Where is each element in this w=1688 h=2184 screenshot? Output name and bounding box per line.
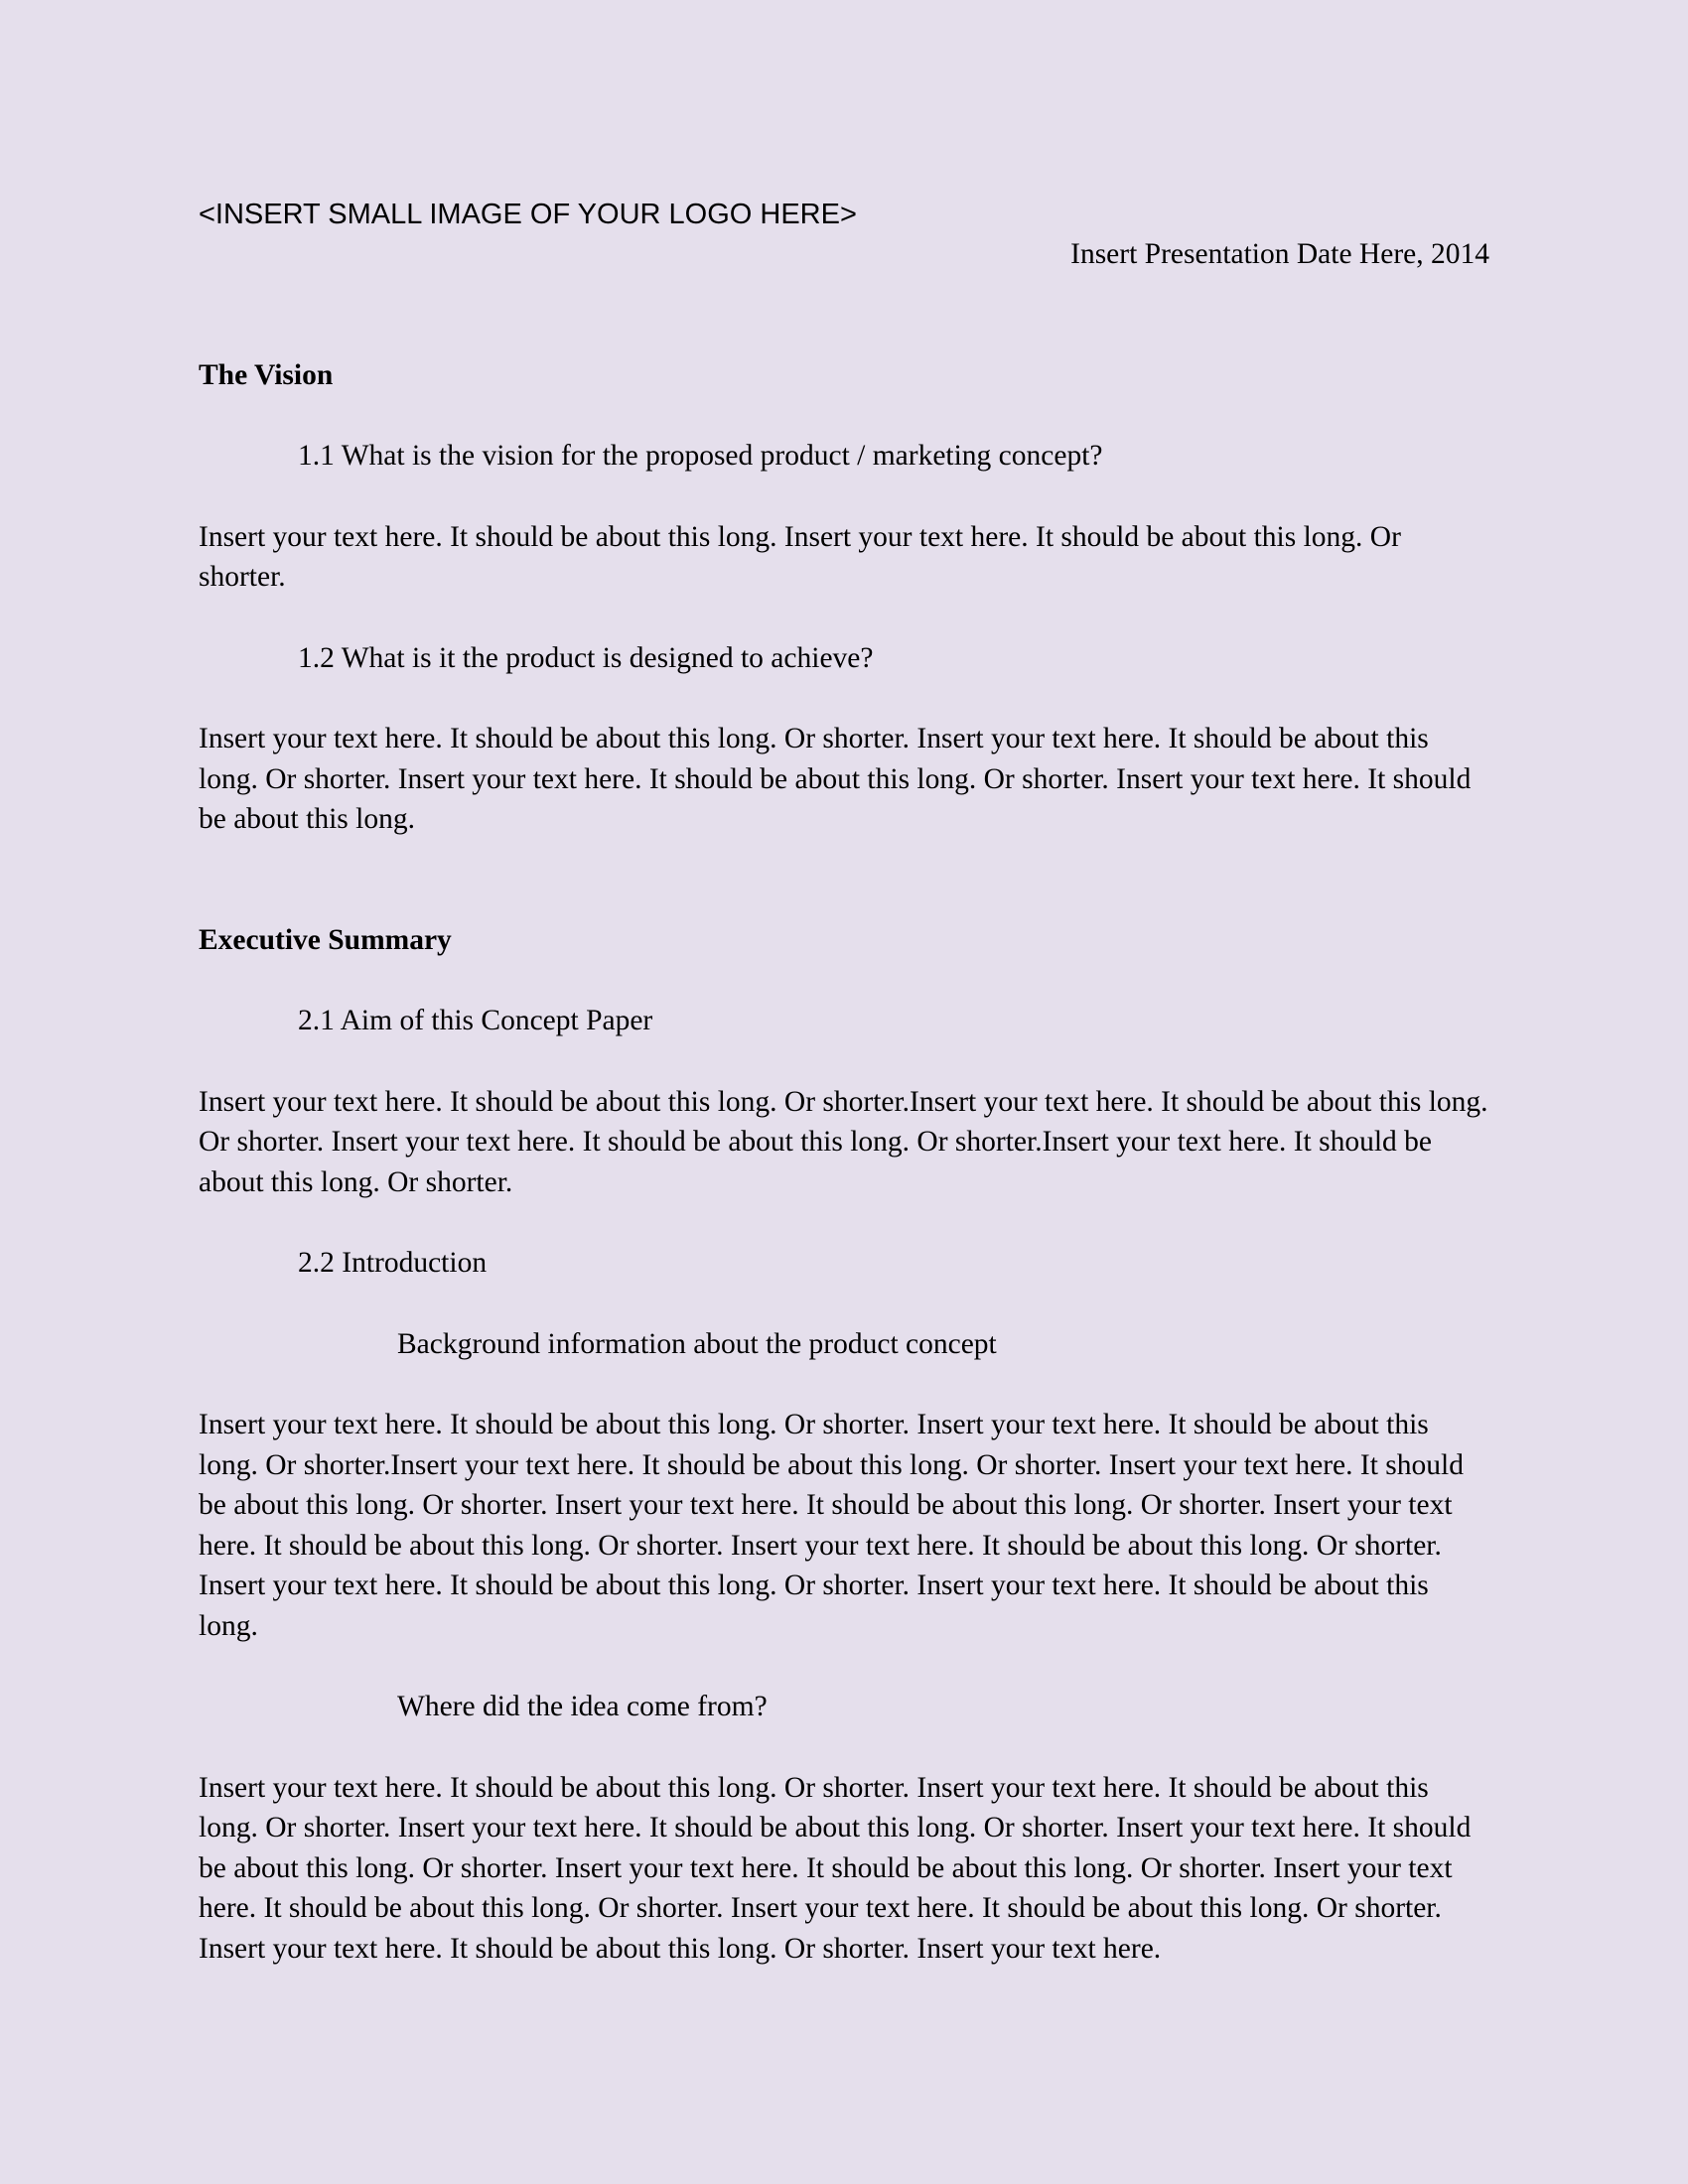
document-body (199, 195, 1489, 1969)
spacer (199, 1041, 1489, 1082)
spacer (199, 1646, 1489, 1687)
spacer (199, 477, 1489, 517)
question-2-2: 2.2 Introduction (298, 1247, 488, 1279)
spacer (199, 960, 1489, 1001)
answer-idea-origin: Insert your text here. It should be about this long. Or shorter. Insert your text here. It should be about this long. Or shorter. Insert your text here. It should be about this long. Or shorter. Insert your text here. It should be about this long. Or shorter. Insert your text here. It should be about this long. Or shorter. Insert your text here. It should be about this long. Or shorter. Insert your text here. It should be about this long. Or shorter. Insert your text here. It should be about this long. Or shorter. Insert your text here. (199, 1771, 1472, 1965)
presentation-date: Insert Presentation Date Here, 2014 (1070, 238, 1489, 270)
logo-placeholder: <INSERT SMALL IMAGE OF YOUR LOGO HERE> (199, 199, 857, 230)
spacer (199, 275, 1489, 355)
section-heading-vision: The Vision (199, 358, 334, 391)
question-1-1: 1.1 What is the vision for the proposed product / marketing concept? (298, 440, 1103, 472)
spacer (199, 1727, 1489, 1768)
question-1-2: 1.2 What is it the product is designed to achieve? (298, 641, 874, 674)
spacer (199, 1284, 1489, 1324)
spacer (199, 678, 1489, 719)
spacer (199, 1364, 1489, 1405)
answer-1-2: Insert your text here. It should be about this long. Or shorter. Insert your text here. It should be about this long. Or shorter. Insert your text here. It should be about this long. Or shorter. Insert your text here. It should be about this long. (199, 723, 1472, 835)
spacer (199, 840, 1489, 920)
spacer (199, 395, 1489, 436)
section-heading-executive-summary: Executive Summary (199, 923, 452, 956)
question-2-1: 2.1 Aim of this Concept Paper (298, 1005, 653, 1036)
answer-background: Insert your text here. It should be about this long. Or shorter. Insert your text here. It should be about this long. Or shorter.Insert your text here. It should be about this long. Or shorter. Insert your text here. It should be about this long. Or shorter. Insert your text here. It should be about this long. Or shorter. Insert your text here. It should be about this long. Or shorter. Insert your text here. It should be about this long. Or shorter. Insert your text here. It should be about this long. Or shorter. Insert your text here. It should be about this long. (199, 1409, 1464, 1642)
subquestion-background: Background information about the product concept (397, 1327, 997, 1360)
subquestion-idea-origin: Where did the idea come from? (397, 1691, 768, 1722)
spacer (199, 1202, 1489, 1243)
spacer (199, 598, 1489, 638)
answer-1-1: Insert your text here. It should be about this long. Insert your text here. It should be about this long. Or shorter. (199, 520, 1401, 593)
answer-2-1: Insert your text here. It should be about this long. Or shorter.Insert your text here. It should be about this long. Or shorter. Insert your text here. It should be about this long. Or shorter.Insert your text here. It should be about this long. Or shorter. (199, 1085, 1488, 1198)
